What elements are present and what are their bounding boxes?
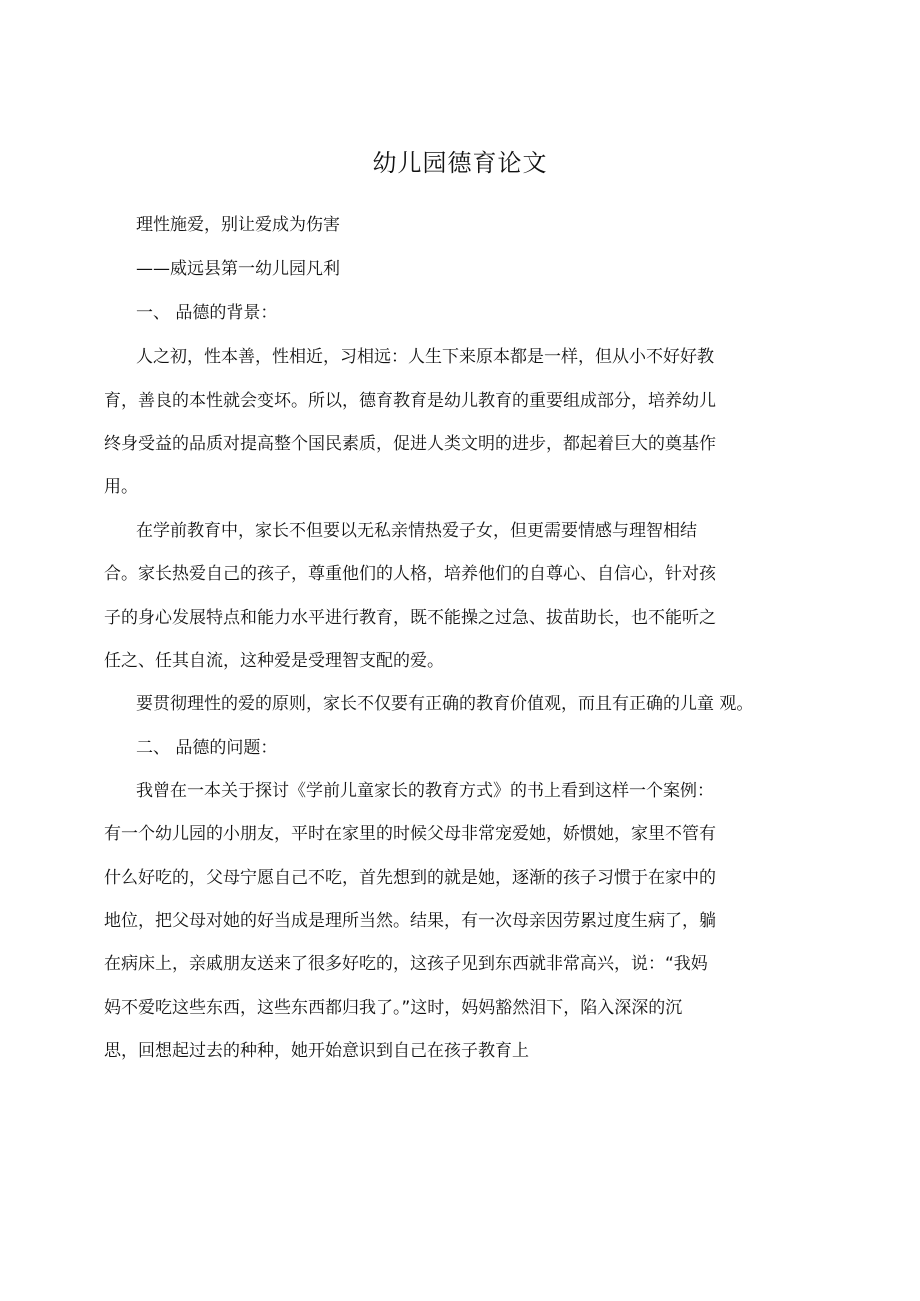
paragraph-line: 子的身心发展特点和能力水平进行教育，既不能操之过急、拔苗助长，也不能听之 bbox=[104, 608, 716, 628]
paragraph-line: 终身受益的品质对提高整个国民素质，促进人类文明的进步，都起着巨大的奠基作 bbox=[104, 434, 716, 454]
section-heading-problem: 二、 品德的问题： bbox=[136, 738, 278, 758]
paragraph-line: 我曾在一本关于探讨《学前儿童家长的教育方式》的书上看到这样一个案例： bbox=[136, 781, 714, 801]
paragraph-line: 任之、任其自流，这种爱是受理智支配的爱。 bbox=[104, 651, 444, 671]
paragraph-line: 要贯彻理性的爱的原则，家长不仅要有正确的教育价值观，而且有正确的儿童 观。 bbox=[136, 694, 754, 714]
paragraph-line: 什么好吃的，父母宁愿自己不吃，首先想到的就是她，逐渐的孩子习惯于在家中的 bbox=[104, 868, 716, 888]
document-author: ——威远县第一幼儿园凡利 bbox=[136, 259, 340, 279]
document-title: 幼儿园德育论文 bbox=[372, 149, 548, 177]
paragraph-line: 思，回想起过去的种种，她开始意识到自己在孩子教育上 bbox=[104, 1041, 529, 1061]
paragraph-line: 合。家长热爱自己的孩子，尊重他们的人格，培养他们的自尊心、自信心，针对孩 bbox=[104, 564, 716, 584]
section-heading-background: 一、 品德的背景： bbox=[136, 303, 278, 323]
paragraph-line: 有一个幼儿园的小朋友，平时在家里的时候父母非常宠爱她，娇惯她，家里不管有 bbox=[104, 824, 716, 844]
paragraph-line: 妈不爱吃这些东西，这些东西都归我了。”这时，妈妈豁然泪下，陷入深深的沉 bbox=[104, 998, 683, 1018]
paragraph-line: 在学前教育中，家长不但要以无私亲情热爱子女，但更需要情感与理智相结 bbox=[136, 521, 697, 541]
document-subtitle: 理性施爱，别让爱成为伤害 bbox=[136, 215, 340, 235]
paragraph-line: 在病床上，亲戚朋友送来了很多好吃的，这孩子见到东西就非常高兴，说：“我妈 bbox=[104, 954, 708, 974]
paragraph-line: 人之初，性本善，性相近，习相远：人生下来原本都是一样，但从小不好好教 bbox=[136, 347, 714, 367]
paragraph-line: 用。 bbox=[104, 477, 138, 497]
paragraph-line: 地位，把父母对她的好当成是理所当然。结果，有一次母亲因劳累过度生病了，躺 bbox=[104, 911, 716, 931]
paragraph-line: 育，善良的本性就会变坏。所以，德育教育是幼儿教育的重要组成部分，培养幼儿 bbox=[104, 391, 716, 411]
